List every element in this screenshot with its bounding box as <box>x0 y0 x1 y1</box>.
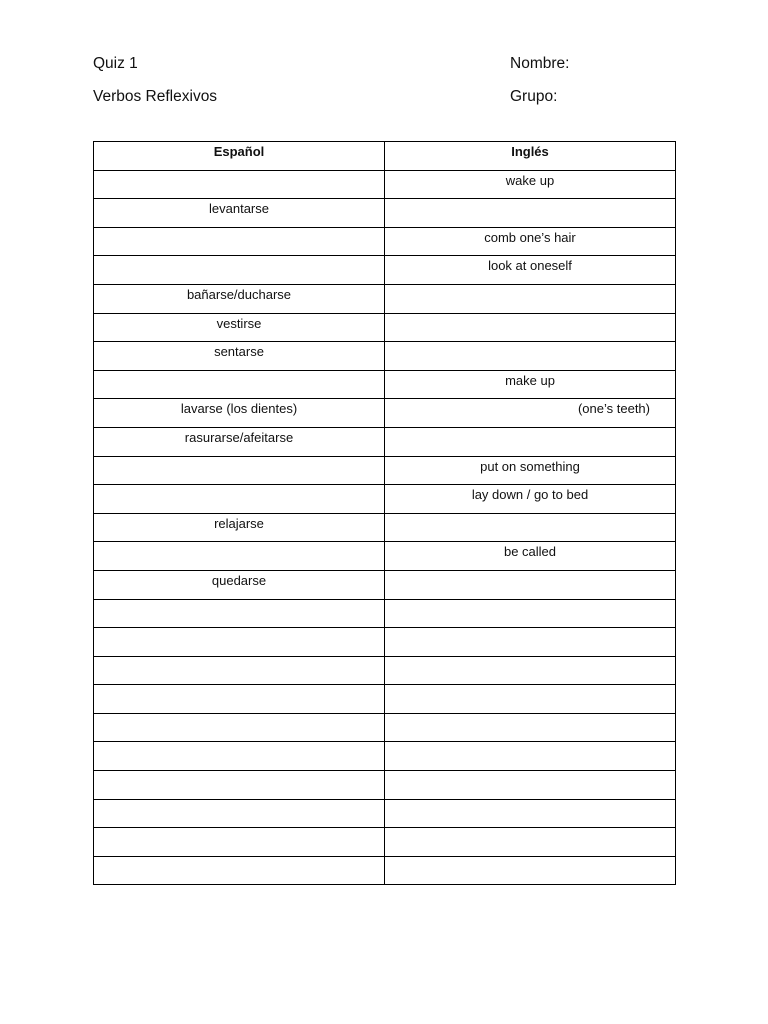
cell-spanish <box>94 199 385 228</box>
table-row <box>94 199 676 228</box>
table-row <box>94 170 676 199</box>
cell-spanish <box>94 370 385 399</box>
cell-spanish <box>94 799 385 828</box>
cell-english <box>385 199 676 228</box>
cell-english <box>385 284 676 313</box>
cell-text: (one’s teeth) <box>577 401 650 417</box>
table-row <box>94 542 676 571</box>
cell-text: make up <box>505 372 555 388</box>
table-row <box>94 771 676 800</box>
cell-english <box>385 399 676 428</box>
table-row <box>94 656 676 685</box>
table-row <box>94 685 676 714</box>
cell-english <box>385 427 676 456</box>
cell-english <box>385 599 676 628</box>
cell-english <box>385 313 676 342</box>
table-row <box>94 742 676 771</box>
column-header-label: Inglés <box>511 144 549 159</box>
cell-text: rasurarse/afeitarse <box>184 429 294 445</box>
cell-english <box>385 799 676 828</box>
cell-text: comb one’s hair <box>484 229 576 245</box>
cell-text: bañarse/ducharse <box>186 286 292 302</box>
cell-english <box>385 685 676 714</box>
cell-spanish <box>94 513 385 542</box>
cell-text: vestirse <box>216 315 262 331</box>
cell-text: levantarse <box>209 201 269 217</box>
cell-english <box>385 628 676 657</box>
cell-english <box>385 656 676 685</box>
cell-spanish <box>94 713 385 742</box>
column-header-label: Español <box>213 144 265 159</box>
cell-english <box>385 771 676 800</box>
cell-spanish <box>94 256 385 285</box>
cell-english <box>385 742 676 771</box>
cell-english <box>385 170 676 199</box>
table-row <box>94 399 676 428</box>
cell-spanish <box>94 570 385 599</box>
cell-spanish <box>94 656 385 685</box>
subject-title: Verbos Reflexivos <box>93 88 218 105</box>
cell-english <box>385 485 676 514</box>
table-row <box>94 828 676 857</box>
cell-text: sentarse <box>214 344 264 360</box>
cell-spanish <box>94 284 385 313</box>
cell-spanish <box>94 685 385 714</box>
cell-text: wake up <box>505 172 555 188</box>
cell-english <box>385 456 676 485</box>
cell-english <box>385 256 676 285</box>
table-row <box>94 570 676 599</box>
table-row <box>94 628 676 657</box>
table-row <box>94 342 676 371</box>
table-header-row <box>94 142 676 171</box>
cell-english <box>385 828 676 857</box>
table-row <box>94 227 676 256</box>
cell-spanish <box>94 599 385 628</box>
cell-text: put on something <box>480 458 580 474</box>
cell-spanish <box>94 856 385 885</box>
table-row <box>94 456 676 485</box>
table-row <box>94 799 676 828</box>
cell-spanish <box>94 170 385 199</box>
cell-text: lay down / go to bed <box>471 487 589 503</box>
cell-spanish <box>94 828 385 857</box>
cell-spanish <box>94 456 385 485</box>
cell-spanish <box>94 399 385 428</box>
cell-text: be called <box>503 544 557 560</box>
cell-spanish <box>94 227 385 256</box>
quiz-title: Quiz 1 <box>93 55 138 72</box>
table-row <box>94 313 676 342</box>
cell-english <box>385 342 676 371</box>
cell-spanish <box>94 313 385 342</box>
cell-text: quedarse <box>211 572 267 588</box>
cell-text: look at oneself <box>488 258 572 274</box>
cell-spanish <box>94 485 385 514</box>
vocab-table <box>93 141 676 885</box>
group-label: Grupo: <box>510 88 558 105</box>
table-row <box>94 427 676 456</box>
table-row <box>94 513 676 542</box>
cell-english <box>385 227 676 256</box>
cell-spanish <box>94 742 385 771</box>
cell-english <box>385 542 676 571</box>
cell-spanish <box>94 771 385 800</box>
cell-english <box>385 856 676 885</box>
cell-text: relajarse <box>214 515 264 531</box>
table-row <box>94 370 676 399</box>
cell-english <box>385 513 676 542</box>
table-row <box>94 485 676 514</box>
table-row <box>94 856 676 885</box>
cell-english <box>385 570 676 599</box>
cell-text: lavarse (los dientes) <box>180 401 298 417</box>
name-label: Nombre: <box>510 55 570 72</box>
table-row <box>94 284 676 313</box>
cell-spanish <box>94 628 385 657</box>
cell-english <box>385 370 676 399</box>
cell-english <box>385 713 676 742</box>
cell-spanish <box>94 542 385 571</box>
column-header-spanish <box>94 142 385 171</box>
table-row <box>94 713 676 742</box>
column-header-english <box>385 142 676 171</box>
table-row <box>94 256 676 285</box>
cell-spanish <box>94 342 385 371</box>
table-row <box>94 599 676 628</box>
cell-spanish <box>94 427 385 456</box>
